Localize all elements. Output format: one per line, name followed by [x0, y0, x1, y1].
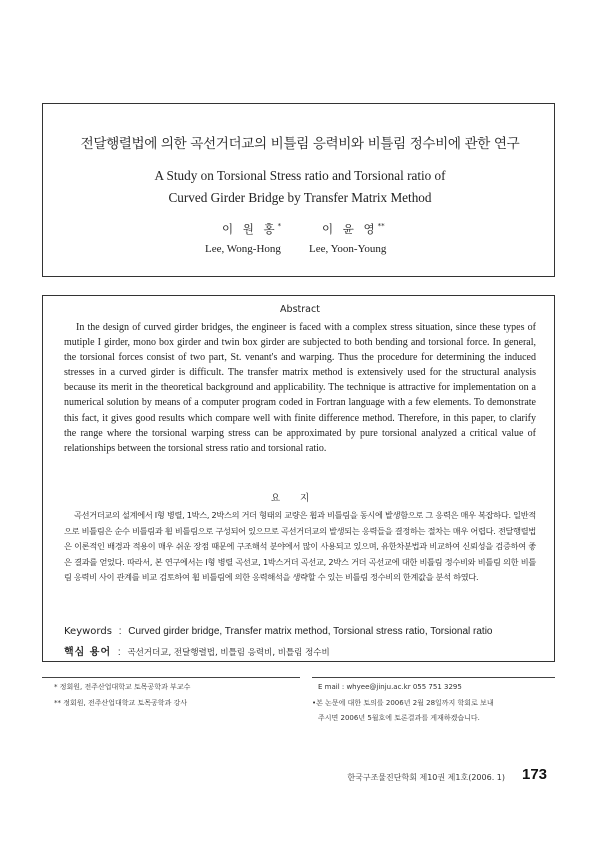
journal-info: 한국구조물진단학회 제10권 제1호(2006. 1): [347, 773, 505, 782]
footnote-rule-left: [42, 677, 300, 678]
korean-title: 전달행렬법에 의한 곡선거더교의 비틀림 응력비와 비틀림 정수비에 관한 연구: [80, 136, 520, 152]
footnote-email: E mail : whyee@jinju.ac.kr 055 751 3295: [318, 683, 462, 691]
footnote-author1: * 정회원, 전주산업대학교 토목공학과 부교수: [54, 683, 191, 691]
author2-korean: 이 윤 영**: [322, 222, 385, 236]
author1-english: Lee, Wong-Hong: [205, 243, 281, 255]
author1-mark: *: [277, 222, 282, 231]
abstract-heading: Abstract: [280, 304, 320, 315]
author2-english: Lee, Yoon-Young: [309, 243, 387, 255]
keywords-kr-separator: :: [117, 647, 121, 658]
english-title-line1: A Study on Torsional Stress ratio and Torsional ratio of: [154, 168, 446, 183]
keywords-label: Keywords: [64, 626, 112, 637]
page-number: 173: [522, 766, 548, 783]
keywords-kr-values: 곡선거더교, 전달행렬법, 비틀림 응력비, 비틀림 정수비: [127, 648, 330, 658]
footnote-notice-2: 주시면 2006년 5월호에 토론결과를 게재하겠습니다.: [318, 714, 480, 722]
footnote-author2: ** 정회원, 전주산업대학교 토목공학과 강사: [54, 699, 188, 707]
footnote-notice-1: •본 논문에 대한 토의를 2006년 2월 28일까지 학회로 보내: [312, 699, 494, 707]
keywords-values: Curved girder bridge, Transfer matrix method, Torsional stress ratio, Torsional ratio: [128, 626, 493, 637]
keywords-separator: :: [118, 626, 122, 637]
keywords-kr-label: 핵심 용어: [64, 647, 112, 658]
keywords-english: [64, 626, 493, 637]
abstract-text: In the design of curved girder bridges, the engineer is faced with a complex stress situation, since these types of mutiple I girder, mono box girder and twin box girder are subjected to both bending and torsional force. In general, the torsional forces consist of two part, St. venant's and warping. Thus the procedure for determining the induced stresses in a curved girder is difficult. The transfer matrix method is extensively used for the structural analysis because its merit in the theoretical background and applicability. The technique is attractive for implementation on a numerical solution by means of a computer program coded in Fortran language with a few elements. To demonstrate this fact, it gives good results which compare well with finite difference method. Therefore, in this paper, to clarify the range where the torsional warping stress can be approximated by pure torsional analyzed a critical value of relationships between the torsional stress ratio and torsional ratio.: [64, 322, 536, 454]
author2-mark: **: [377, 222, 385, 231]
author1-korean: 이 원 홍*: [222, 222, 282, 236]
keywords-korean: [64, 643, 330, 658]
summary-heading: 요지: [270, 493, 330, 504]
footnote-rule-right: [312, 677, 555, 678]
summary-text: 곡선거더교의 설계에서 I형 병렬, 1박스, 2박스의 거더 형태의 교량은 휨과 비틀림을 동시에 발생함으로 그 응력은 매우 복잡하다. 일반적으로 비틀림은 순수 비틀림과 휨 비틀림으로 구성되어 있으므로 곡선거더교의 발생되는 응력들을 결정하는 절차는 매우 어렵다. 전달행렬법은 이론적인 배경과 적용이 매우 쉬운 장점 때문에 구조해석 분야에서 많이 사용되고 있으며, 유한차분법과 비교하여 신뢰성을 검증하여 좋은 결과를 얻었다. 따라서, 본 연구에서는 I형 병렬 곡선교, 1박스거더 곡선교, 2박스 거더 곡선교에 대한 비틀림 정수비와 비틀림 의한 비틀림 응력비 사이 관계를 비교 검토하여 휨 비틀림에 의한 응력해석을 생략할 수 있는 비틀림 정수비의 한계값을 분석 하였다.: [64, 510, 536, 583]
english-title-line2: Curved Girder Bridge by Transfer Matrix Method: [168, 190, 432, 205]
